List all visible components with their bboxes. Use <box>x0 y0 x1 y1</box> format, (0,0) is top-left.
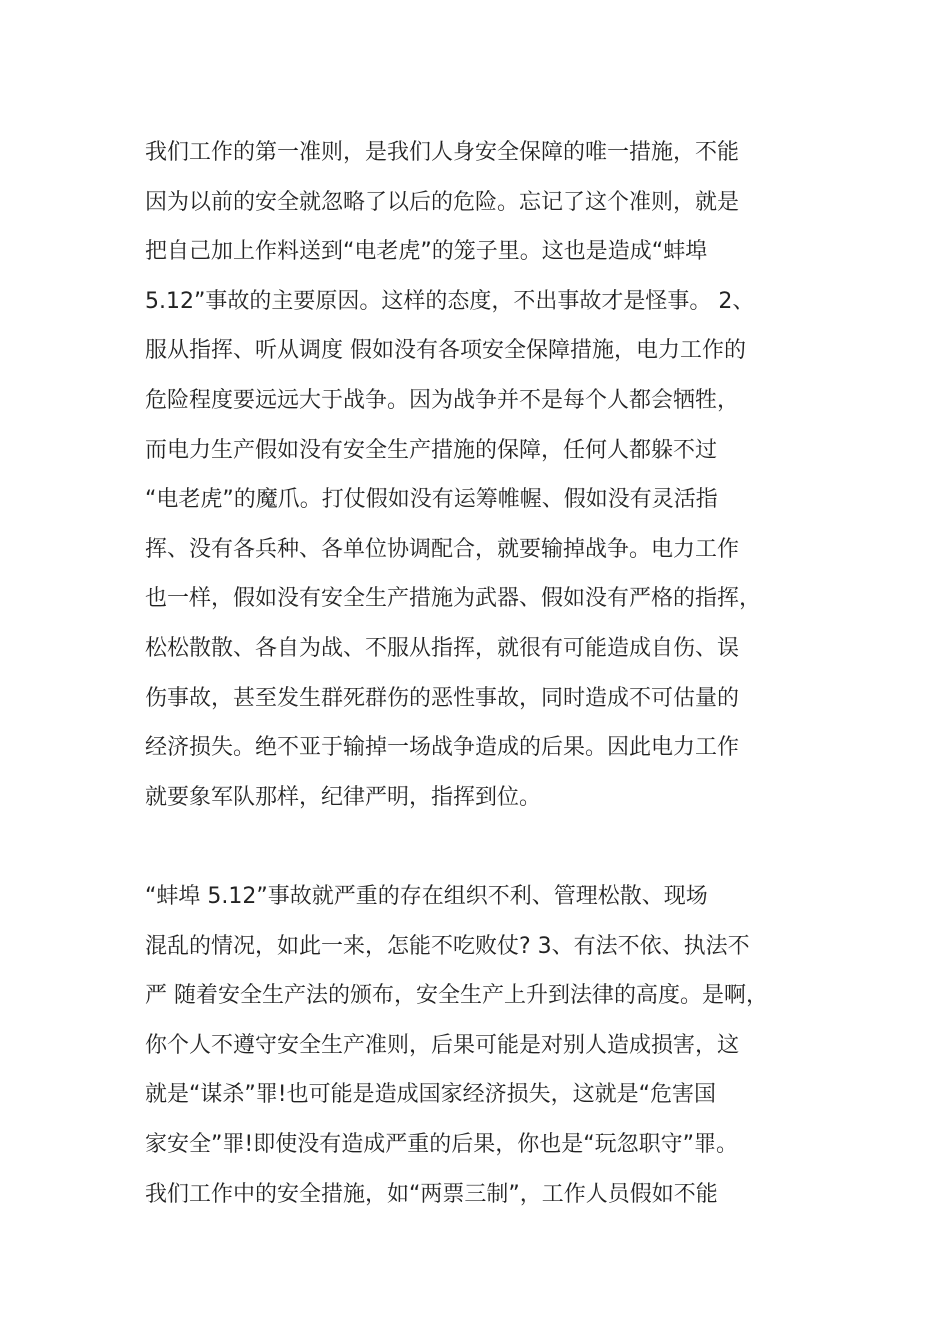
text-line: 危险程度要远远大于战争。因为战争并不是每个人都会牺牲， <box>145 387 740 413</box>
text-line: 我们工作中的安全措施，如“两票三制”，工作人员假如不能 <box>145 1181 718 1207</box>
text-line: 松松散散、各自为战、不服从指挥，就很有可能造成自伤、误 <box>145 635 740 661</box>
text-line: 经济损失。绝不亚于输掉一场战争造成的后果。因此电力工作 <box>145 735 740 761</box>
text-line: 而电力生产假如没有安全生产措施的保障，任何人都躲不过 <box>145 437 718 463</box>
text-line: 严 随着安全生产法的颁布，安全生产上升到法律的高度。是啊， <box>145 983 768 1009</box>
text-line: “电老虎”的魔爪。打仗假如没有运筹帷幄、假如没有灵活指 <box>145 487 718 513</box>
text-line: 伤事故，甚至发生群死群伤的恶性事故，同时造成不可估量的 <box>145 685 740 711</box>
text-line: “蚌埠 5.12”事故就严重的存在组织不利、管理松散、现场 <box>145 884 708 909</box>
text-line: 把自己加上作料送到“电老虎”的笼子里。这也是造成“蚌埠 <box>145 239 708 265</box>
text-line: 家安全”罪!即使没有造成严重的后果，你也是“玩忽职守”罪。 <box>145 1131 739 1157</box>
text-line: 就是“谋杀”罪!也可能是造成国家经济损失，这就是“危害国 <box>145 1082 717 1108</box>
text-line: 我们工作的第一准则，是我们人身安全保障的唯一措施，不能 <box>145 140 740 165</box>
text-line: 5.12”事故的主要原因。这样的态度，不出事故才是怪事。 2、 <box>145 288 755 314</box>
text-line: 服从指挥、听从调度 假如没有各项安全保障措施，电力工作的 <box>145 338 746 364</box>
text-line: 你个人不遵守安全生产准则，后果可能是对别人造成损害，这 <box>145 1032 740 1058</box>
text-line: 因为以前的安全就忽略了以后的危险。忘记了这个准则，就是 <box>145 189 740 215</box>
paragraph-2 <box>145 872 815 1219</box>
text-line: 也一样，假如没有安全生产措施为武器、假如没有严格的指挥， <box>145 586 762 612</box>
text-line: 混乱的情况，如此一来，怎能不吃败仗? 3、有法不依、执法不 <box>145 933 750 959</box>
text-line: 挥、没有各兵种、各单位协调配合，就要输掉战争。电力工作 <box>145 536 740 562</box>
paragraph-1 <box>145 128 815 822</box>
text-line: 就要象军队那样，纪律严明，指挥到位。 <box>145 784 542 810</box>
